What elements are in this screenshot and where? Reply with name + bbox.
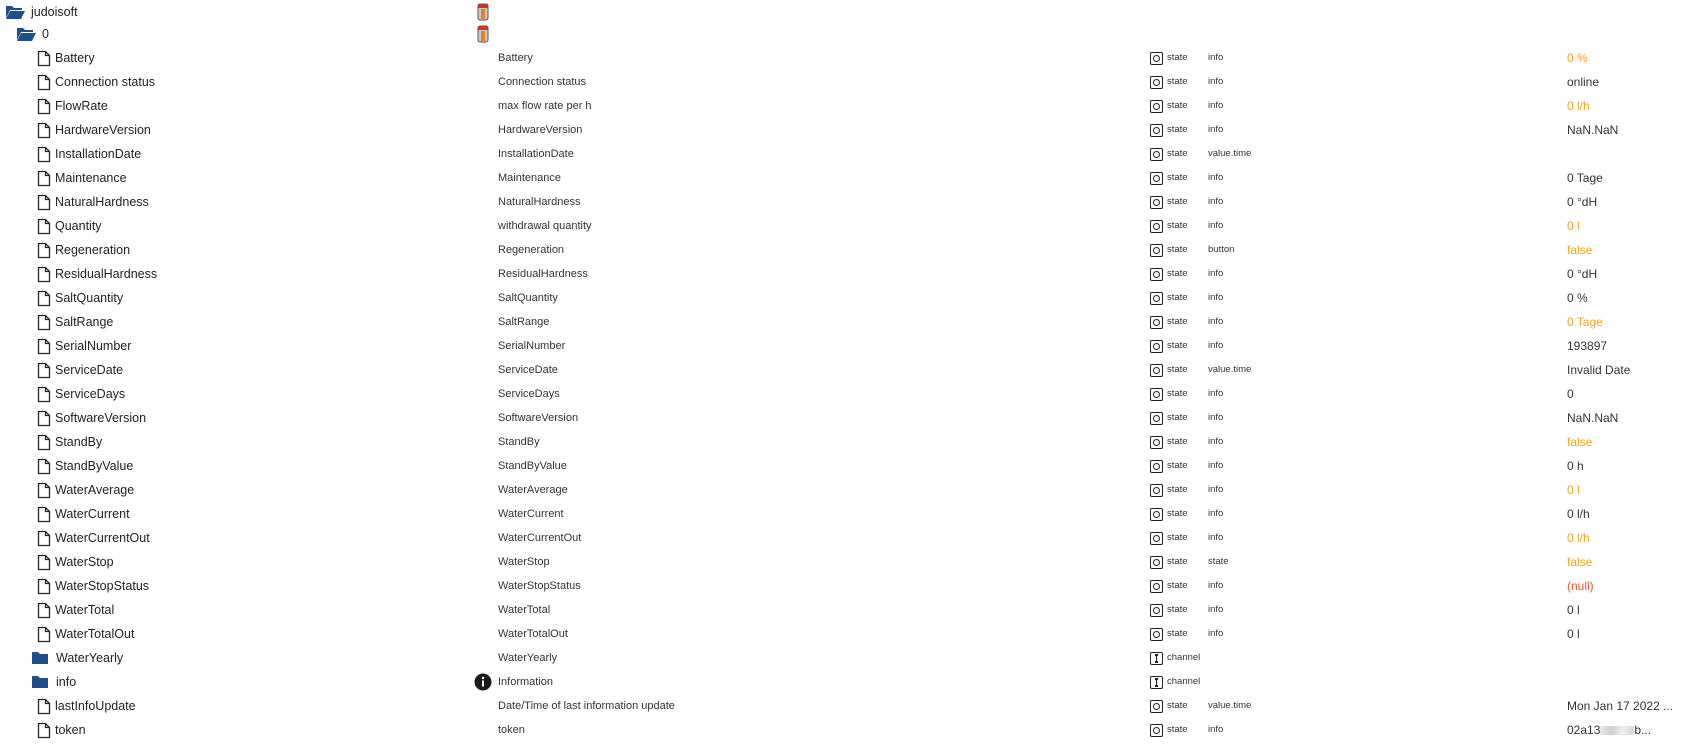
object-type: [1150, 598, 1188, 622]
object-type: [1150, 718, 1188, 742]
file-icon: [33, 430, 55, 454]
type-label: state: [1167, 220, 1188, 231]
object-value[interactable]: 0 l: [1567, 219, 1580, 233]
object-id[interactable]: SoftwareVersion: [55, 411, 147, 425]
object-name: Battery: [498, 52, 533, 64]
object-role: info: [1208, 268, 1224, 279]
state-icon: [1150, 580, 1163, 593]
object-value[interactable]: (null): [1567, 579, 1594, 593]
table-row[interactable]: [0, 622, 1681, 646]
object-value[interactable]: 0 Tage: [1567, 171, 1603, 185]
object-value[interactable]: 0 °dH: [1567, 267, 1598, 281]
info-circle-icon: [472, 670, 494, 694]
object-role: value.time: [1208, 364, 1252, 375]
table-row[interactable]: [0, 694, 1681, 718]
object-type: [1150, 190, 1188, 214]
file-icon: [33, 718, 55, 742]
object-id[interactable]: WaterCurrentOut: [55, 531, 150, 545]
object-value[interactable]: [1567, 718, 1651, 742]
object-id[interactable]: ResidualHardness: [55, 267, 158, 281]
state-icon: [1150, 724, 1163, 737]
object-role: info: [1208, 388, 1224, 399]
tree-item-label: judoisoft: [31, 5, 78, 19]
table-row[interactable]: [0, 142, 1681, 166]
object-value[interactable]: 0 l: [1567, 603, 1580, 617]
state-icon: [1150, 220, 1163, 233]
object-value[interactable]: 0 l/h: [1567, 507, 1590, 521]
object-id[interactable]: SaltQuantity: [55, 291, 124, 305]
object-id[interactable]: WaterTotalOut: [55, 627, 135, 641]
object-type: [1150, 358, 1188, 382]
object-role: info: [1208, 124, 1224, 135]
object-type: [1150, 214, 1188, 238]
object-name: Connection status: [498, 76, 587, 88]
table-row[interactable]: [0, 70, 1681, 94]
table-row[interactable]: [0, 310, 1681, 334]
object-type: [1150, 382, 1188, 406]
type-label: state: [1167, 124, 1188, 135]
object-type: [1150, 430, 1188, 454]
state-icon: [1150, 604, 1163, 617]
object-value[interactable]: 0 Tage: [1567, 315, 1603, 329]
table-row[interactable]: [0, 46, 1681, 70]
folder-open-icon[interactable]: [4, 0, 26, 24]
object-value[interactable]: 0 %: [1567, 51, 1588, 65]
type-label: state: [1167, 292, 1188, 303]
table-row[interactable]: [0, 646, 1681, 670]
table-row[interactable]: [0, 478, 1681, 502]
state-icon: [1150, 268, 1163, 281]
object-role: info: [1208, 76, 1224, 87]
file-icon: [33, 262, 55, 286]
file-icon: [33, 526, 55, 550]
object-type: [1150, 502, 1188, 526]
table-row[interactable]: [0, 454, 1681, 478]
table-row[interactable]: [0, 502, 1681, 526]
object-value[interactable]: online: [1567, 75, 1600, 89]
folder-icon: [29, 670, 51, 694]
object-name: WaterAverage: [498, 484, 568, 496]
state-icon: [1150, 460, 1163, 473]
table-row[interactable]: [0, 670, 1681, 694]
object-name: SaltQuantity: [498, 292, 558, 304]
object-name: WaterTotalOut: [498, 628, 568, 640]
object-role: info: [1208, 100, 1224, 111]
state-icon: [1150, 508, 1163, 521]
object-role: info: [1208, 484, 1224, 495]
object-id[interactable]: HardwareVersion: [55, 123, 151, 137]
object-id[interactable]: StandByValue: [55, 459, 134, 473]
file-icon: [33, 622, 55, 646]
type-label: state: [1167, 532, 1188, 543]
file-icon: [33, 142, 55, 166]
object-role: info: [1208, 508, 1224, 519]
type-label: state: [1167, 100, 1188, 111]
file-icon: [33, 382, 55, 406]
file-icon: [33, 94, 55, 118]
type-label: state: [1167, 76, 1188, 87]
type-label: state: [1167, 172, 1188, 183]
object-role: value.time: [1208, 148, 1252, 159]
object-name: max flow rate per h: [498, 100, 592, 112]
object-name: token: [498, 724, 525, 736]
object-id[interactable]: WaterStop: [55, 555, 114, 569]
type-label: state: [1167, 628, 1188, 639]
object-value[interactable]: 0 °dH: [1567, 195, 1598, 209]
object-type: [1150, 550, 1188, 574]
object-type: [1150, 262, 1188, 286]
object-type: [1150, 334, 1188, 358]
object-id[interactable]: WaterAverage: [55, 483, 135, 497]
object-type: [1150, 622, 1188, 646]
object-type: [1150, 46, 1188, 70]
adapter-logo-icon: [472, 22, 494, 46]
object-name: SoftwareVersion: [498, 412, 579, 424]
object-name: HardwareVersion: [498, 124, 583, 136]
object-role: info: [1208, 724, 1224, 735]
file-icon: [33, 310, 55, 334]
file-icon: [33, 190, 55, 214]
object-name: Date/Time of last information update: [498, 700, 675, 712]
object-type: [1150, 310, 1188, 334]
table-row[interactable]: [0, 526, 1681, 550]
object-id[interactable]: Connection status: [55, 75, 156, 89]
object-name: ServiceDate: [498, 364, 558, 376]
channel-icon: [1150, 676, 1163, 689]
state-icon: [1150, 628, 1163, 641]
object-role: info: [1208, 604, 1224, 615]
state-icon: [1150, 196, 1163, 209]
object-type: [1150, 94, 1188, 118]
type-label: state: [1167, 316, 1188, 327]
object-type: [1150, 238, 1188, 262]
object-role: info: [1208, 412, 1224, 423]
type-label: state: [1167, 268, 1188, 279]
state-icon: [1150, 388, 1163, 401]
type-label: state: [1167, 196, 1188, 207]
state-icon: [1150, 52, 1163, 65]
state-icon: [1150, 148, 1163, 161]
object-value[interactable]: Mon Jan 17 2022 ...: [1567, 699, 1674, 713]
type-label: state: [1167, 580, 1188, 591]
table-row[interactable]: [0, 334, 1681, 358]
object-name: WaterStopStatus: [498, 580, 581, 592]
object-name: ResidualHardness: [498, 268, 588, 280]
state-icon: [1150, 124, 1163, 137]
object-type: [1150, 286, 1188, 310]
object-id[interactable]: token: [55, 723, 86, 737]
table-row[interactable]: [0, 358, 1681, 382]
object-role: info: [1208, 316, 1224, 327]
table-row[interactable]: [0, 214, 1681, 238]
object-role: info: [1208, 436, 1224, 447]
value-prefix: 02a13: [1567, 723, 1601, 737]
object-name: StandByValue: [498, 460, 567, 472]
object-value[interactable]: 0 l/h: [1567, 99, 1590, 113]
table-row[interactable]: [0, 166, 1681, 190]
state-icon: [1150, 100, 1163, 113]
type-label: state: [1167, 52, 1188, 63]
table-row[interactable]: [0, 286, 1681, 310]
table-row[interactable]: [0, 94, 1681, 118]
object-type: [1150, 118, 1188, 142]
object-value[interactable]: 0 l/h: [1567, 531, 1590, 545]
file-icon: [33, 550, 55, 574]
object-type: [1150, 478, 1188, 502]
state-icon: [1150, 76, 1163, 89]
object-role: info: [1208, 460, 1224, 471]
table-row[interactable]: [0, 382, 1681, 406]
file-icon: [33, 166, 55, 190]
object-name: InstallationDate: [498, 148, 574, 160]
state-icon: [1150, 244, 1163, 257]
table-row[interactable]: [0, 430, 1681, 454]
file-icon: [33, 238, 55, 262]
object-name: WaterTotal: [498, 604, 551, 616]
table-row[interactable]: [0, 598, 1681, 622]
object-value[interactable]: 193897: [1567, 339, 1608, 353]
file-icon: [33, 46, 55, 70]
channel-icon: [1150, 652, 1163, 665]
table-row[interactable]: [0, 238, 1681, 262]
object-name: WaterStop: [498, 556, 550, 568]
type-label: state: [1167, 556, 1188, 567]
object-id[interactable]: WaterStopStatus: [55, 579, 150, 593]
object-role: info: [1208, 628, 1224, 639]
type-label: state: [1167, 412, 1188, 423]
file-icon: [33, 478, 55, 502]
object-id[interactable]: info: [56, 675, 77, 689]
file-icon: [33, 406, 55, 430]
object-type: [1150, 454, 1188, 478]
folder-open-icon[interactable]: [15, 22, 37, 46]
object-name: WaterCurrent: [498, 508, 564, 520]
type-label: state: [1167, 148, 1188, 159]
state-icon: [1150, 364, 1163, 377]
file-icon: [33, 118, 55, 142]
object-id[interactable]: NaturalHardness: [55, 195, 149, 209]
object-id[interactable]: ServiceDate: [55, 363, 124, 377]
object-id[interactable]: SerialNumber: [55, 339, 132, 353]
object-id[interactable]: StandBy: [55, 435, 103, 449]
object-type: [1150, 694, 1188, 718]
state-icon: [1150, 556, 1163, 569]
object-type: [1150, 166, 1188, 190]
object-id[interactable]: Battery: [55, 51, 95, 65]
type-label: state: [1167, 724, 1188, 735]
object-type: [1150, 406, 1188, 430]
object-value[interactable]: 0 h: [1567, 459, 1584, 473]
object-value[interactable]: false: [1567, 243, 1593, 257]
redacted-blur: [1600, 726, 1634, 735]
type-label: state: [1167, 340, 1188, 351]
object-type: [1150, 670, 1200, 694]
object-id[interactable]: InstallationDate: [55, 147, 142, 161]
state-icon: [1150, 700, 1163, 713]
object-value[interactable]: Invalid Date: [1567, 363, 1631, 377]
object-name: WaterCurrentOut: [498, 532, 582, 544]
type-label: state: [1167, 700, 1188, 711]
state-icon: [1150, 412, 1163, 425]
object-id[interactable]: lastInfoUpdate: [55, 699, 136, 713]
file-icon: [33, 70, 55, 94]
table-row[interactable]: [0, 574, 1681, 598]
state-icon: [1150, 316, 1163, 329]
type-label: state: [1167, 436, 1188, 447]
object-id[interactable]: FlowRate: [55, 99, 108, 113]
object-role: state: [1208, 556, 1229, 567]
file-icon: [33, 334, 55, 358]
object-id[interactable]: ServiceDays: [55, 387, 126, 401]
object-name: SerialNumber: [498, 340, 566, 352]
object-id[interactable]: SaltRange: [55, 315, 114, 329]
object-role: button: [1208, 244, 1235, 255]
type-label: state: [1167, 508, 1188, 519]
tree-row-instance[interactable]: [0, 22, 1681, 46]
file-icon: [33, 286, 55, 310]
object-role: info: [1208, 340, 1224, 351]
object-name: Regeneration: [498, 244, 565, 256]
object-id[interactable]: Maintenance: [55, 171, 127, 185]
object-name: NaturalHardness: [498, 196, 581, 208]
object-name: WaterYearly: [498, 652, 558, 664]
tree-row-root[interactable]: [0, 0, 1681, 24]
file-icon: [33, 502, 55, 526]
state-icon: [1150, 436, 1163, 449]
state-icon: [1150, 532, 1163, 545]
state-icon: [1150, 484, 1163, 497]
object-value[interactable]: 0 l: [1567, 483, 1580, 497]
object-type: [1150, 70, 1188, 94]
object-name: withdrawal quantity: [498, 220, 592, 232]
type-label: state: [1167, 460, 1188, 471]
object-role: info: [1208, 196, 1224, 207]
table-row[interactable]: [0, 118, 1681, 142]
object-value[interactable]: 0 %: [1567, 291, 1588, 305]
object-name: Maintenance: [498, 172, 561, 184]
object-role: info: [1208, 580, 1224, 591]
object-type: [1150, 142, 1188, 166]
folder-icon: [29, 646, 51, 670]
object-role: info: [1208, 172, 1224, 183]
file-icon: [33, 574, 55, 598]
file-icon: [33, 358, 55, 382]
adapter-logo-icon: [472, 0, 494, 24]
type-label: channel: [1167, 676, 1201, 687]
state-icon: [1150, 292, 1163, 305]
object-value[interactable]: false: [1567, 555, 1593, 569]
state-icon: [1150, 172, 1163, 185]
object-role: value.time: [1208, 700, 1252, 711]
object-id[interactable]: Regeneration: [55, 243, 131, 257]
object-id[interactable]: Quantity: [55, 219, 102, 233]
table-row[interactable]: [0, 406, 1681, 430]
file-icon: [33, 214, 55, 238]
object-name: ServiceDays: [498, 388, 560, 400]
object-value[interactable]: 0 l: [1567, 627, 1580, 641]
object-id[interactable]: WaterCurrent: [55, 507, 130, 521]
table-row[interactable]: [0, 190, 1681, 214]
object-name: Information: [498, 676, 554, 688]
type-label: state: [1167, 604, 1188, 615]
object-value[interactable]: 0: [1567, 387, 1574, 401]
object-type: [1150, 646, 1200, 670]
file-icon: [33, 454, 55, 478]
object-id[interactable]: WaterTotal: [55, 603, 115, 617]
object-name: SaltRange: [498, 316, 550, 328]
file-icon: [33, 598, 55, 622]
object-role: info: [1208, 220, 1224, 231]
table-row[interactable]: [0, 718, 1681, 742]
object-value[interactable]: NaN.NaN: [1567, 123, 1619, 137]
table-row[interactable]: [0, 550, 1681, 574]
object-role: info: [1208, 292, 1224, 303]
type-label: state: [1167, 388, 1188, 399]
type-label: state: [1167, 244, 1188, 255]
type-label: state: [1167, 484, 1188, 495]
tree-item-label: 0: [42, 27, 49, 41]
type-label: channel: [1167, 652, 1201, 663]
object-value[interactable]: false: [1567, 435, 1593, 449]
table-row[interactable]: [0, 262, 1681, 286]
state-icon: [1150, 340, 1163, 353]
object-type: [1150, 526, 1188, 550]
type-label: state: [1167, 364, 1188, 375]
object-role: info: [1208, 52, 1224, 63]
object-type: [1150, 574, 1188, 598]
value-suffix: b...: [1634, 723, 1652, 737]
file-icon: [33, 694, 55, 718]
object-value[interactable]: NaN.NaN: [1567, 411, 1619, 425]
object-role: info: [1208, 532, 1224, 543]
object-id[interactable]: WaterYearly: [56, 651, 124, 665]
object-name: StandBy: [498, 436, 540, 448]
